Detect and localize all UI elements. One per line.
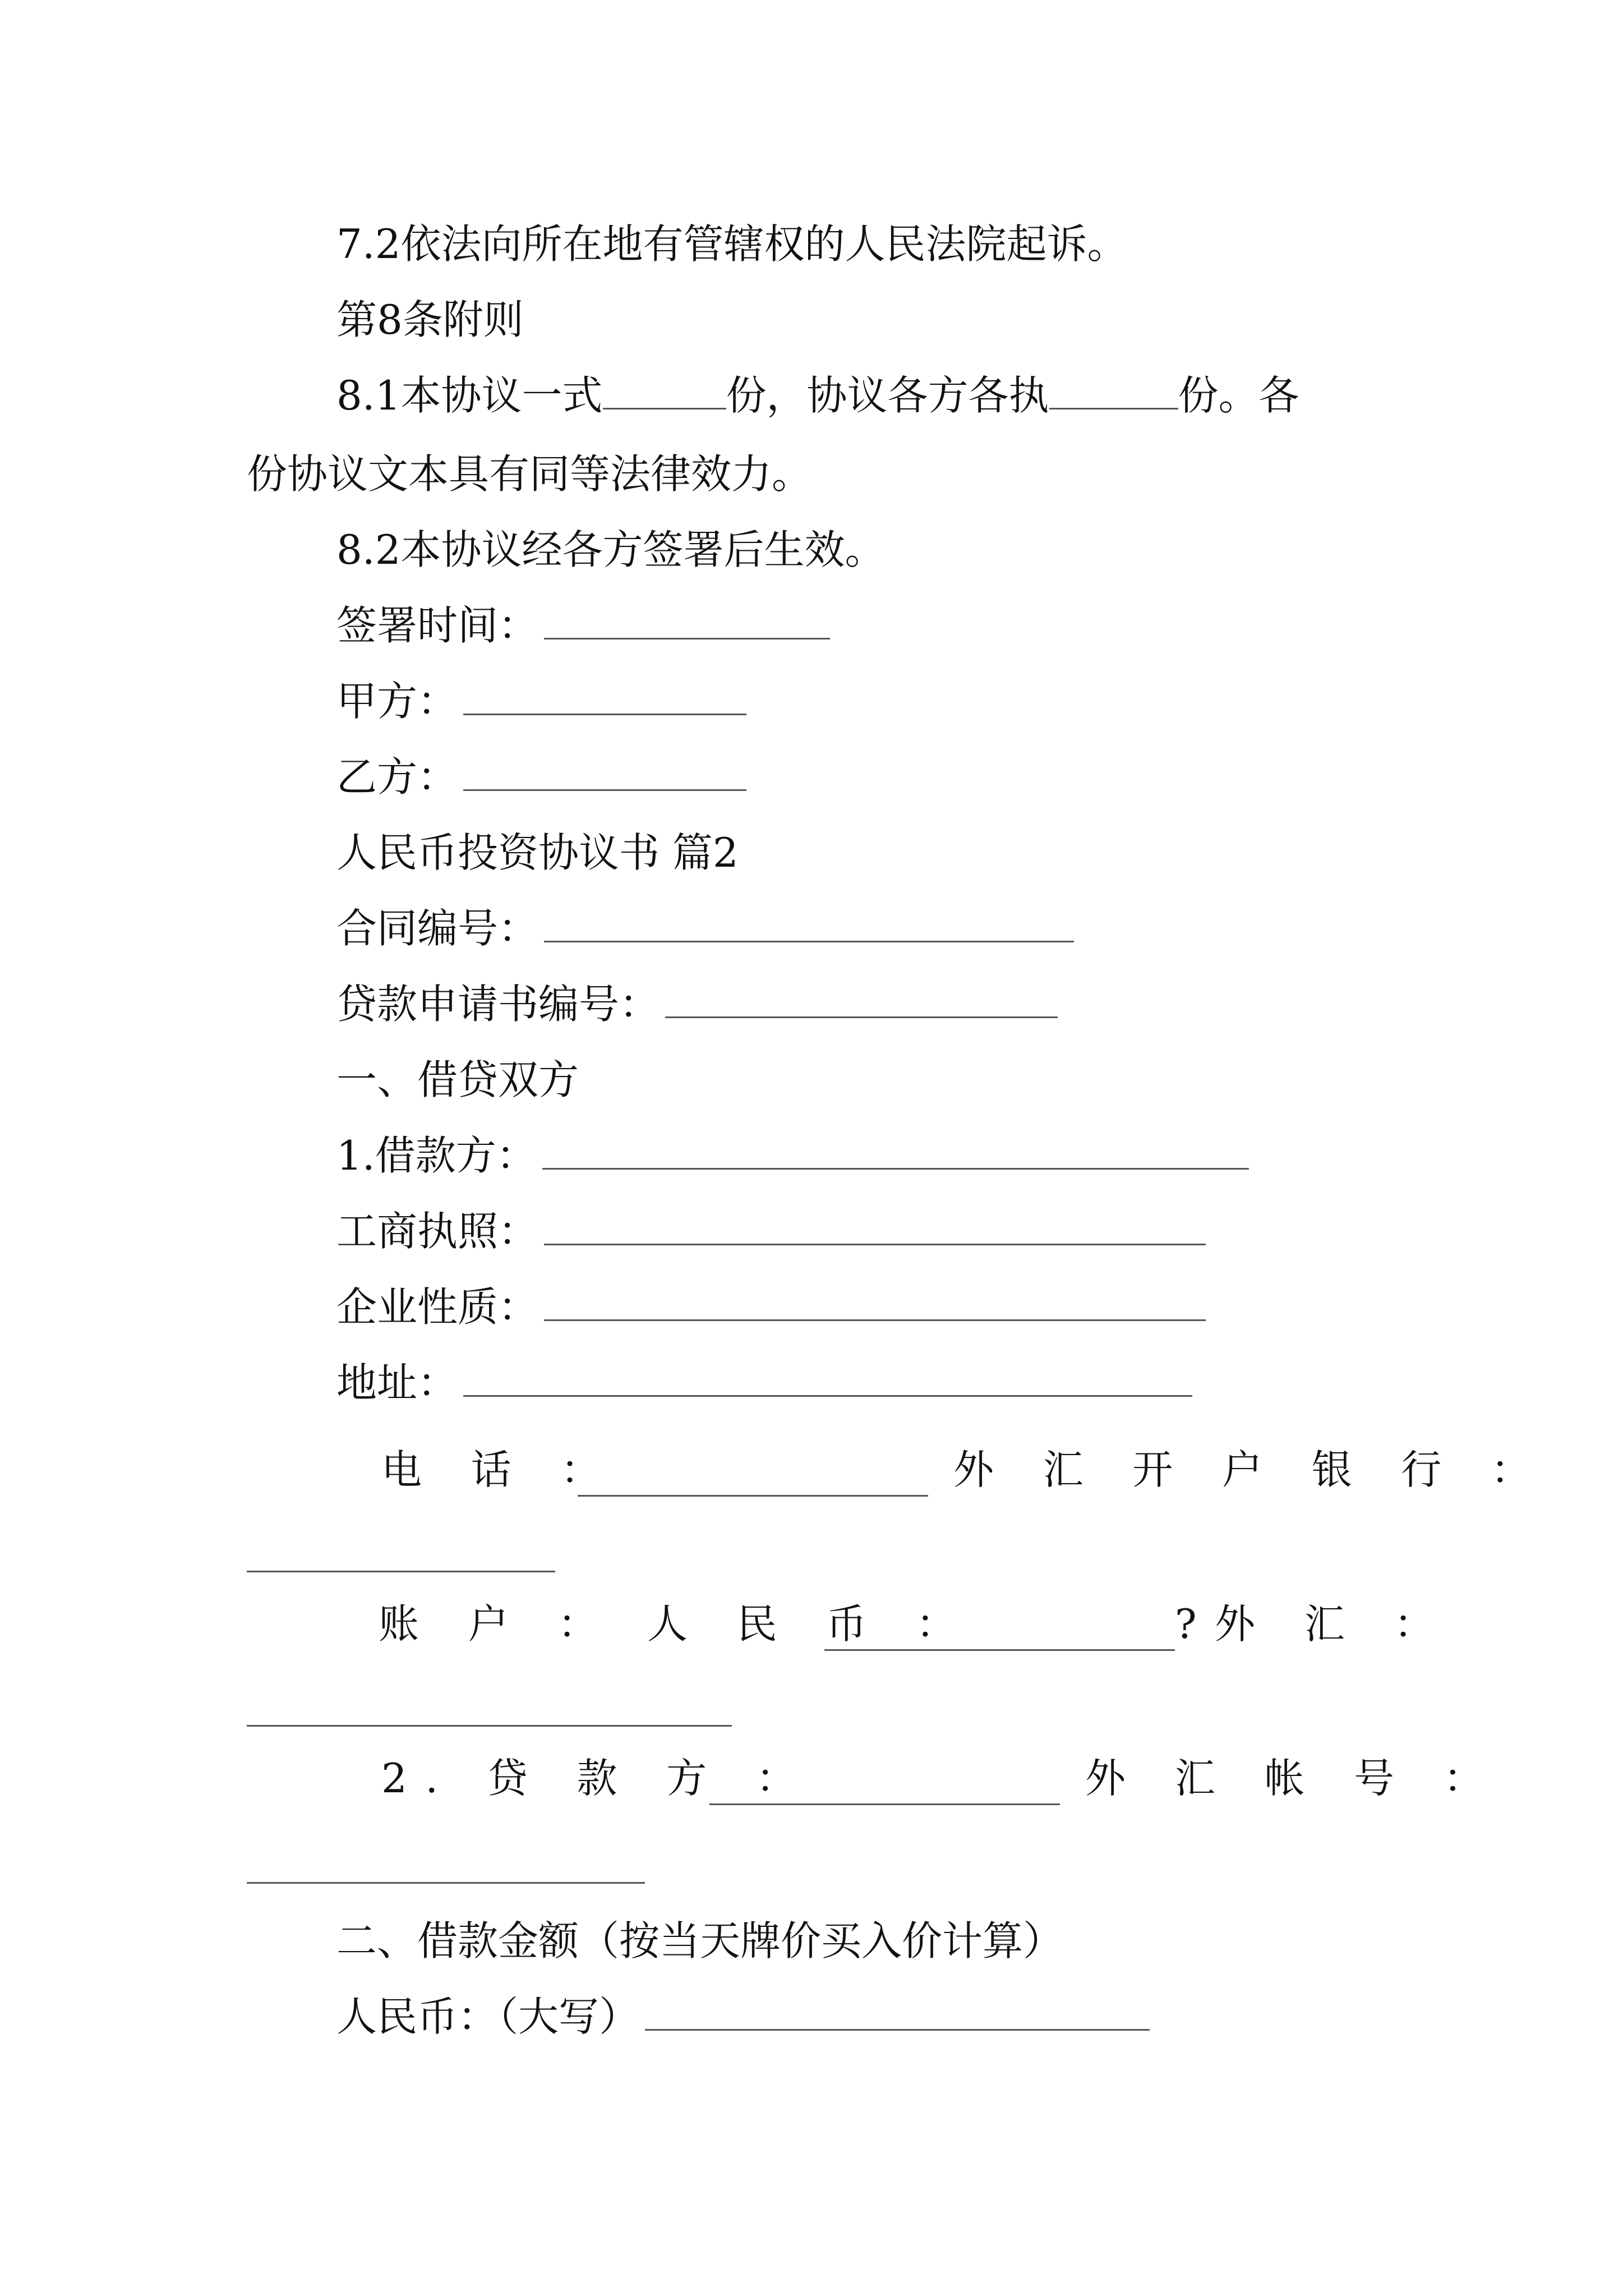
business-license-row	[336, 1203, 1206, 1259]
business-license-blank[interactable]	[544, 1244, 1206, 1245]
heading-loan-amount-text: 二、借款金额（按当天牌价买入价计算）	[336, 1917, 1064, 1964]
account-rmb-blank[interactable]	[824, 1649, 1175, 1651]
lender-blank[interactable]	[709, 1803, 1060, 1805]
heading-parties-text: 一、借贷双方	[336, 1056, 579, 1103]
account-rmb-label: 账 户 ： 人 民 币 ：	[379, 1600, 975, 1648]
loan-application-number-label: 贷款申请书编号：	[336, 981, 660, 1028]
party-a-blank[interactable]	[463, 714, 746, 715]
fx-bank-label: 外 汇 开 户 银 行 ：	[953, 1446, 1550, 1493]
clause-8-1-text-a: 8.1本协议一式	[336, 372, 603, 419]
party-a-row	[336, 673, 746, 729]
party-a-label: 甲方：	[336, 678, 458, 725]
signing-time-row	[336, 597, 830, 654]
signing-time-label: 签署时间：	[336, 602, 539, 649]
enterprise-type-row	[336, 1279, 1206, 1335]
fx-bank-blank[interactable]	[247, 1571, 555, 1572]
article-8-heading	[336, 292, 524, 348]
party-b-blank[interactable]	[463, 789, 746, 791]
clause-7-2	[336, 216, 1128, 272]
heading-parties	[336, 1052, 579, 1108]
address-label: 地址：	[336, 1359, 458, 1406]
loan-application-number-row	[336, 976, 1058, 1032]
section-title-text: 人民币投资协议书 篇2	[336, 829, 739, 876]
address-blank[interactable]	[463, 1395, 1192, 1397]
section-title	[336, 825, 739, 881]
account-fx-label: ?外 汇 ：	[1175, 1600, 1453, 1648]
heading-loan-amount	[336, 1913, 1063, 1969]
copies-total-blank[interactable]	[603, 408, 726, 409]
fx-account-number-blank[interactable]	[247, 1882, 645, 1884]
clause-8-1-text-c: 份。各	[1178, 372, 1299, 419]
borrower-blank[interactable]	[542, 1168, 1249, 1170]
clause-8-2-text: 8.2本协议经各方签署后生效。	[336, 526, 886, 573]
enterprise-type-label: 企业性质：	[336, 1283, 539, 1331]
rmb-amount-label: 人民币：（大写）	[336, 1993, 640, 2040]
article-8-heading-text: 第8条附则	[336, 296, 524, 343]
signing-time-blank[interactable]	[544, 638, 830, 639]
business-license-label: 工商执照：	[336, 1208, 539, 1255]
lender-label: 2. 贷 款 方 ：	[381, 1755, 815, 1802]
clause-7-2-text: 7.2依法向所在地有管辖权的人民法院起诉。	[336, 220, 1128, 268]
clause-8-1-continuation	[247, 446, 812, 502]
borrower-label: 1.借款方：	[336, 1132, 537, 1179]
contract-number-label: 合同编号：	[336, 905, 539, 952]
phone-label: 电 话 ：	[381, 1446, 619, 1493]
party-b-row	[336, 749, 746, 805]
clause-8-2	[336, 522, 886, 578]
clause-8-1	[336, 367, 1299, 424]
loan-application-number-blank[interactable]	[665, 1016, 1058, 1018]
rmb-amount-row	[336, 1989, 1150, 2045]
fx-account-number-label: 外 汇 帐 号 ：	[1085, 1755, 1502, 1802]
copies-each-blank[interactable]	[1049, 408, 1178, 409]
clause-8-1-continuation-text: 份协议文本具有同等法律效力。	[247, 450, 813, 498]
phone-blank[interactable]	[578, 1495, 928, 1497]
clause-8-1-text-b: 份，协议各方各执	[726, 372, 1049, 419]
address-row	[336, 1355, 1192, 1411]
contract-number-row	[336, 900, 1074, 956]
party-b-label: 乙方：	[336, 753, 458, 800]
contract-number-blank[interactable]	[544, 941, 1074, 942]
rmb-amount-blank[interactable]	[645, 2029, 1150, 2031]
borrower-row	[336, 1128, 1249, 1184]
account-fx-blank[interactable]	[247, 1725, 732, 1727]
enterprise-type-blank[interactable]	[544, 1319, 1206, 1321]
